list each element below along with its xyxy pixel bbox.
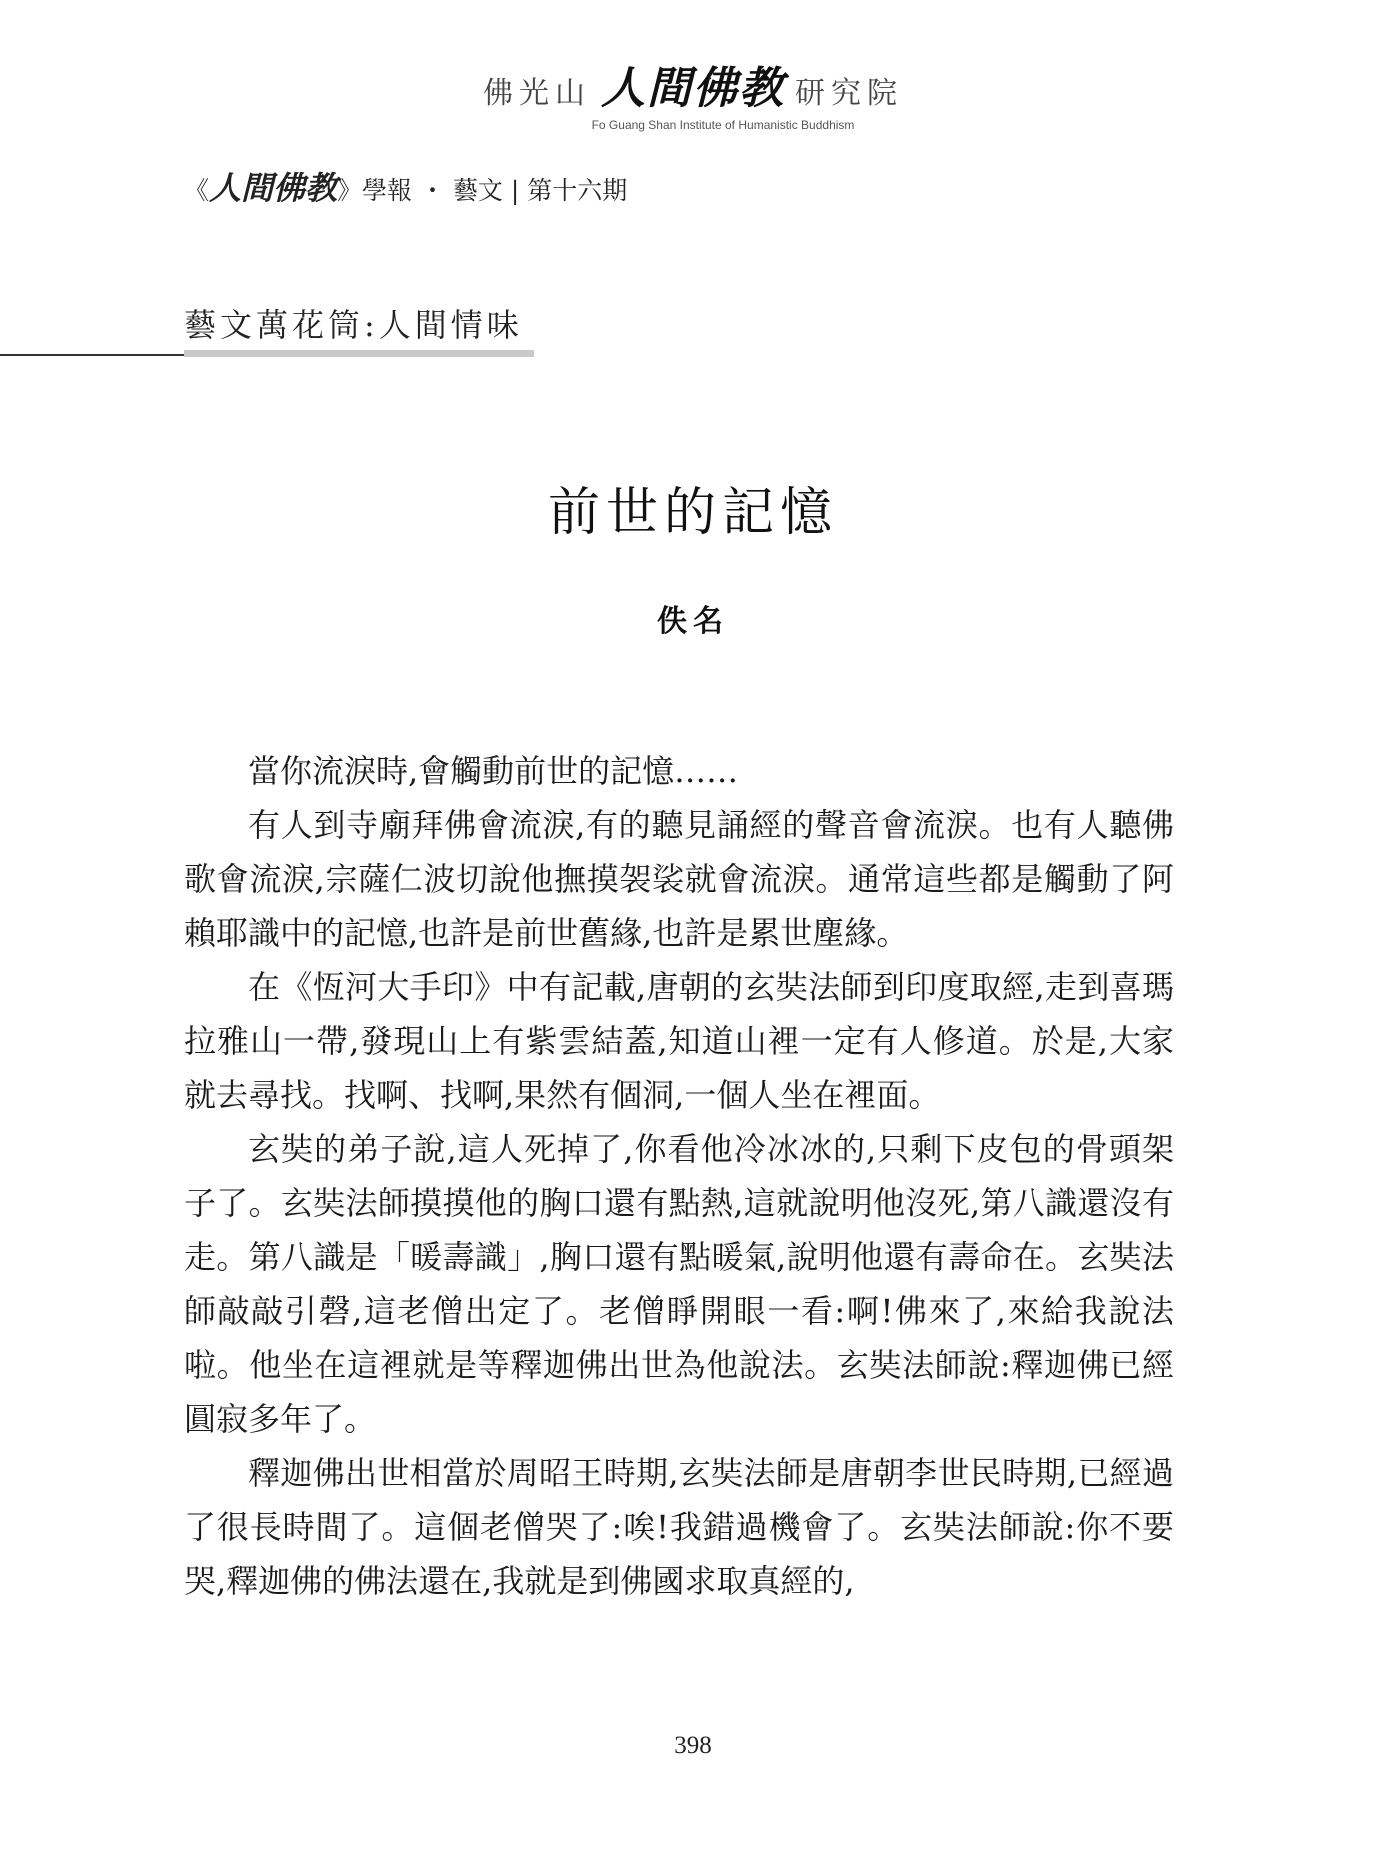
page-number: 398	[674, 1732, 712, 1759]
journal-issue-info: 》學報 ・ 藝文 | 第十六期	[337, 176, 628, 205]
paragraph: 玄奘的弟子說,這人死掉了,你看他冷冰冰的,只剩下皮包的骨頭架子了。玄奘法師摸摸他的胸口還有點熱,這就說明他沒死,第八識還沒有走。第八識是「暖壽識」,胸口還有點暖氣,說明他還有壽命在。玄奘法師敲敲引磬,這老僧出定了。老僧睜開眼一看:啊!佛來了,來給我說法啦。他坐在這裡就是等釋迦佛出世為他說法。玄奘法師說:釋迦佛已經圓寂多年了。	[184, 1130, 1174, 1438]
article-author: 佚名	[657, 604, 729, 639]
section-title: 藝文萬花筒:人間情味	[184, 306, 523, 344]
article-title: 前世的記憶	[547, 483, 838, 543]
journal-running-head	[184, 163, 627, 209]
section-underline	[184, 350, 534, 357]
paragraph: 釋迦佛出世相當於周昭王時期,玄奘法師是唐朝李世民時期,已經過了很長時間了。這個老僧哭了:唉!我錯過機會了。玄奘法師說:你不要哭,釋迦佛的佛法還在,我就是到佛國求取真經的,	[184, 1454, 1174, 1600]
journal-open-bracket: 《	[184, 176, 210, 205]
institute-header	[0, 52, 1386, 132]
paragraph: 在《恆河大手印》中有記載,唐朝的玄奘法師到印度取經,走到喜瑪拉雅山一帶,發現山上有紫雲結蓋,知道山裡一定有人修道。於是,大家就去尋找。找啊、找啊,果然有個洞,一個人坐在裡面。	[184, 968, 1174, 1114]
paragraph: 當你流淚時,會觸動前世的記憶……	[248, 752, 739, 790]
institute-brand-logo: 人間佛教	[601, 63, 785, 114]
paragraph: 有人到寺廟拜佛會流淚,有的聽見誦經的聲音會流淚。也有人聽佛歌會流淚,宗薩仁波切說他撫摸袈裟就會流淚。通常這些都是觸動了阿賴耶識中的記憶,也許是前世舊緣,也許是累世塵緣。	[184, 806, 1174, 952]
institute-suffix: 研究院	[795, 76, 903, 111]
journal-brand: 人間佛教	[209, 169, 338, 207]
institute-name	[0, 52, 1386, 116]
article-body	[184, 744, 1174, 1608]
institute-prefix: 佛光山	[483, 76, 591, 111]
institute-english-name: Fo Guang Shan Institute of Humanistic Buddhism	[591, 118, 855, 132]
